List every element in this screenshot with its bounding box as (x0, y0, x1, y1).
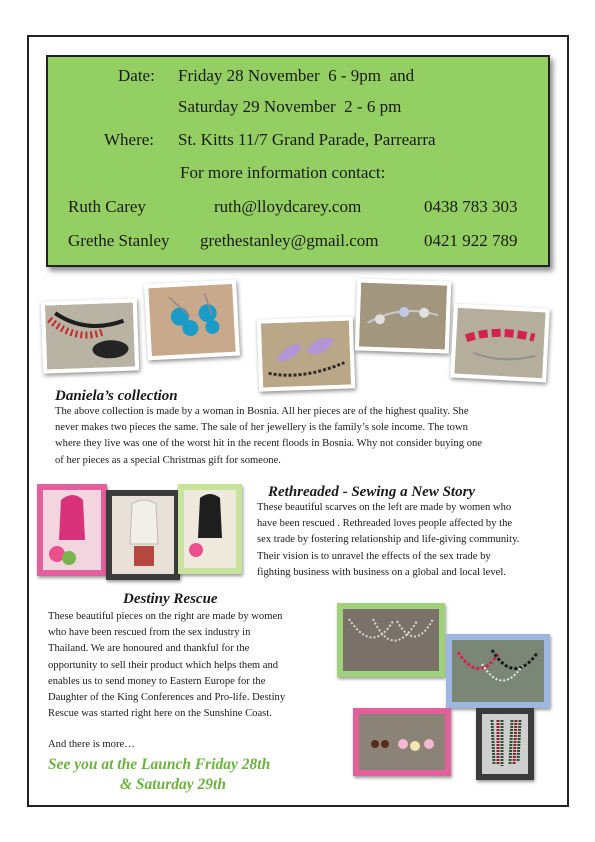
event-info-banner (46, 55, 550, 267)
where-label: Where: (104, 130, 155, 149)
paragraph-line: enables us to send money to Eastern Europe for the (48, 675, 266, 687)
date-line-1: Friday 28 November 6 - 9pm and (178, 66, 415, 85)
section-title: Destiny Rescue (123, 591, 218, 607)
contact-name: Grethe Stanley (68, 231, 170, 250)
daniela-description (55, 404, 545, 469)
contact-email[interactable]: grethestanley@gmail.com (200, 231, 379, 250)
rethreaded-description (257, 500, 545, 581)
closing-line: & Saturday 29th (120, 776, 226, 793)
date-line-2: Saturday 29 November 2 - 6 pm (178, 97, 402, 116)
scarf-photo (106, 490, 180, 580)
necklace-photo (337, 603, 445, 677)
contact-heading: For more information contact: (180, 163, 386, 182)
scarf-photo (37, 484, 107, 576)
necklace-photo (476, 708, 534, 780)
paragraph-line: These beautiful scarves on the left are made by women who (257, 502, 512, 513)
paragraph-line: Their vision is to unravel the effects of the sex trade by (257, 550, 491, 562)
paragraph-line: Thailand. We are honoured and thankful for the (48, 643, 250, 655)
paragraph-line: Rescue was started right here on the Sunshine Coast. (48, 708, 272, 720)
paragraph-line: fighting business with business on a global and local level. (257, 566, 506, 578)
necklace-photo (446, 634, 550, 708)
paragraph-line: sex trade by fostering relationship and life-giving community. (257, 534, 520, 546)
paragraph-line: have been rescued . Rethreaded loves people affected by the (257, 518, 513, 530)
section-title: Rethreaded - Sewing a New Story (268, 484, 476, 500)
paragraph-line: These beautiful pieces on the right are made by women (48, 611, 283, 622)
jewellery-photo (450, 304, 550, 383)
venue-address: St. Kitts 11/7 Grand Parade, Parrearra (178, 130, 436, 149)
jewellery-photo (257, 316, 355, 391)
paragraph-line: never makes two pieces the same. The sale of her jewellery is the family’s sole income. The town (55, 422, 468, 434)
contact-phone: 0421 922 789 (424, 231, 518, 250)
jewellery-photo (144, 280, 240, 361)
jewellery-photo (355, 278, 451, 353)
destiny-description (48, 609, 322, 722)
earrings-photo (353, 708, 451, 776)
paragraph-line: who have been rescued from the sex industry in (48, 627, 251, 639)
scarf-photo (178, 484, 242, 574)
paragraph-line: where they live was one of the worst hit in the recent floods in Bosnia. Why not consider buying one (55, 438, 482, 450)
closing-line: See you at the Launch Friday 28th (48, 756, 271, 773)
paragraph-line: of her pieces as a special Christmas gift for someone. (55, 454, 281, 466)
jewellery-photo (41, 298, 139, 373)
paragraph-line: The above collection is made by a woman in Bosnia. All her pieces are of the highest quality. She (55, 406, 469, 417)
contact-name: Ruth Carey (68, 197, 146, 216)
paragraph-line: Daughter of the King Conferences and Pro-life. Destiny (48, 692, 286, 704)
date-label: Date: (118, 66, 155, 85)
paragraph-line: opportunity to sell their product which helps them and (48, 659, 279, 671)
contact-phone: 0438 783 303 (424, 197, 518, 216)
contact-email[interactable]: ruth@lloydcarey.com (214, 197, 362, 216)
more-note: And there is more… (48, 739, 135, 750)
section-title: Daniela’s collection (55, 388, 178, 404)
